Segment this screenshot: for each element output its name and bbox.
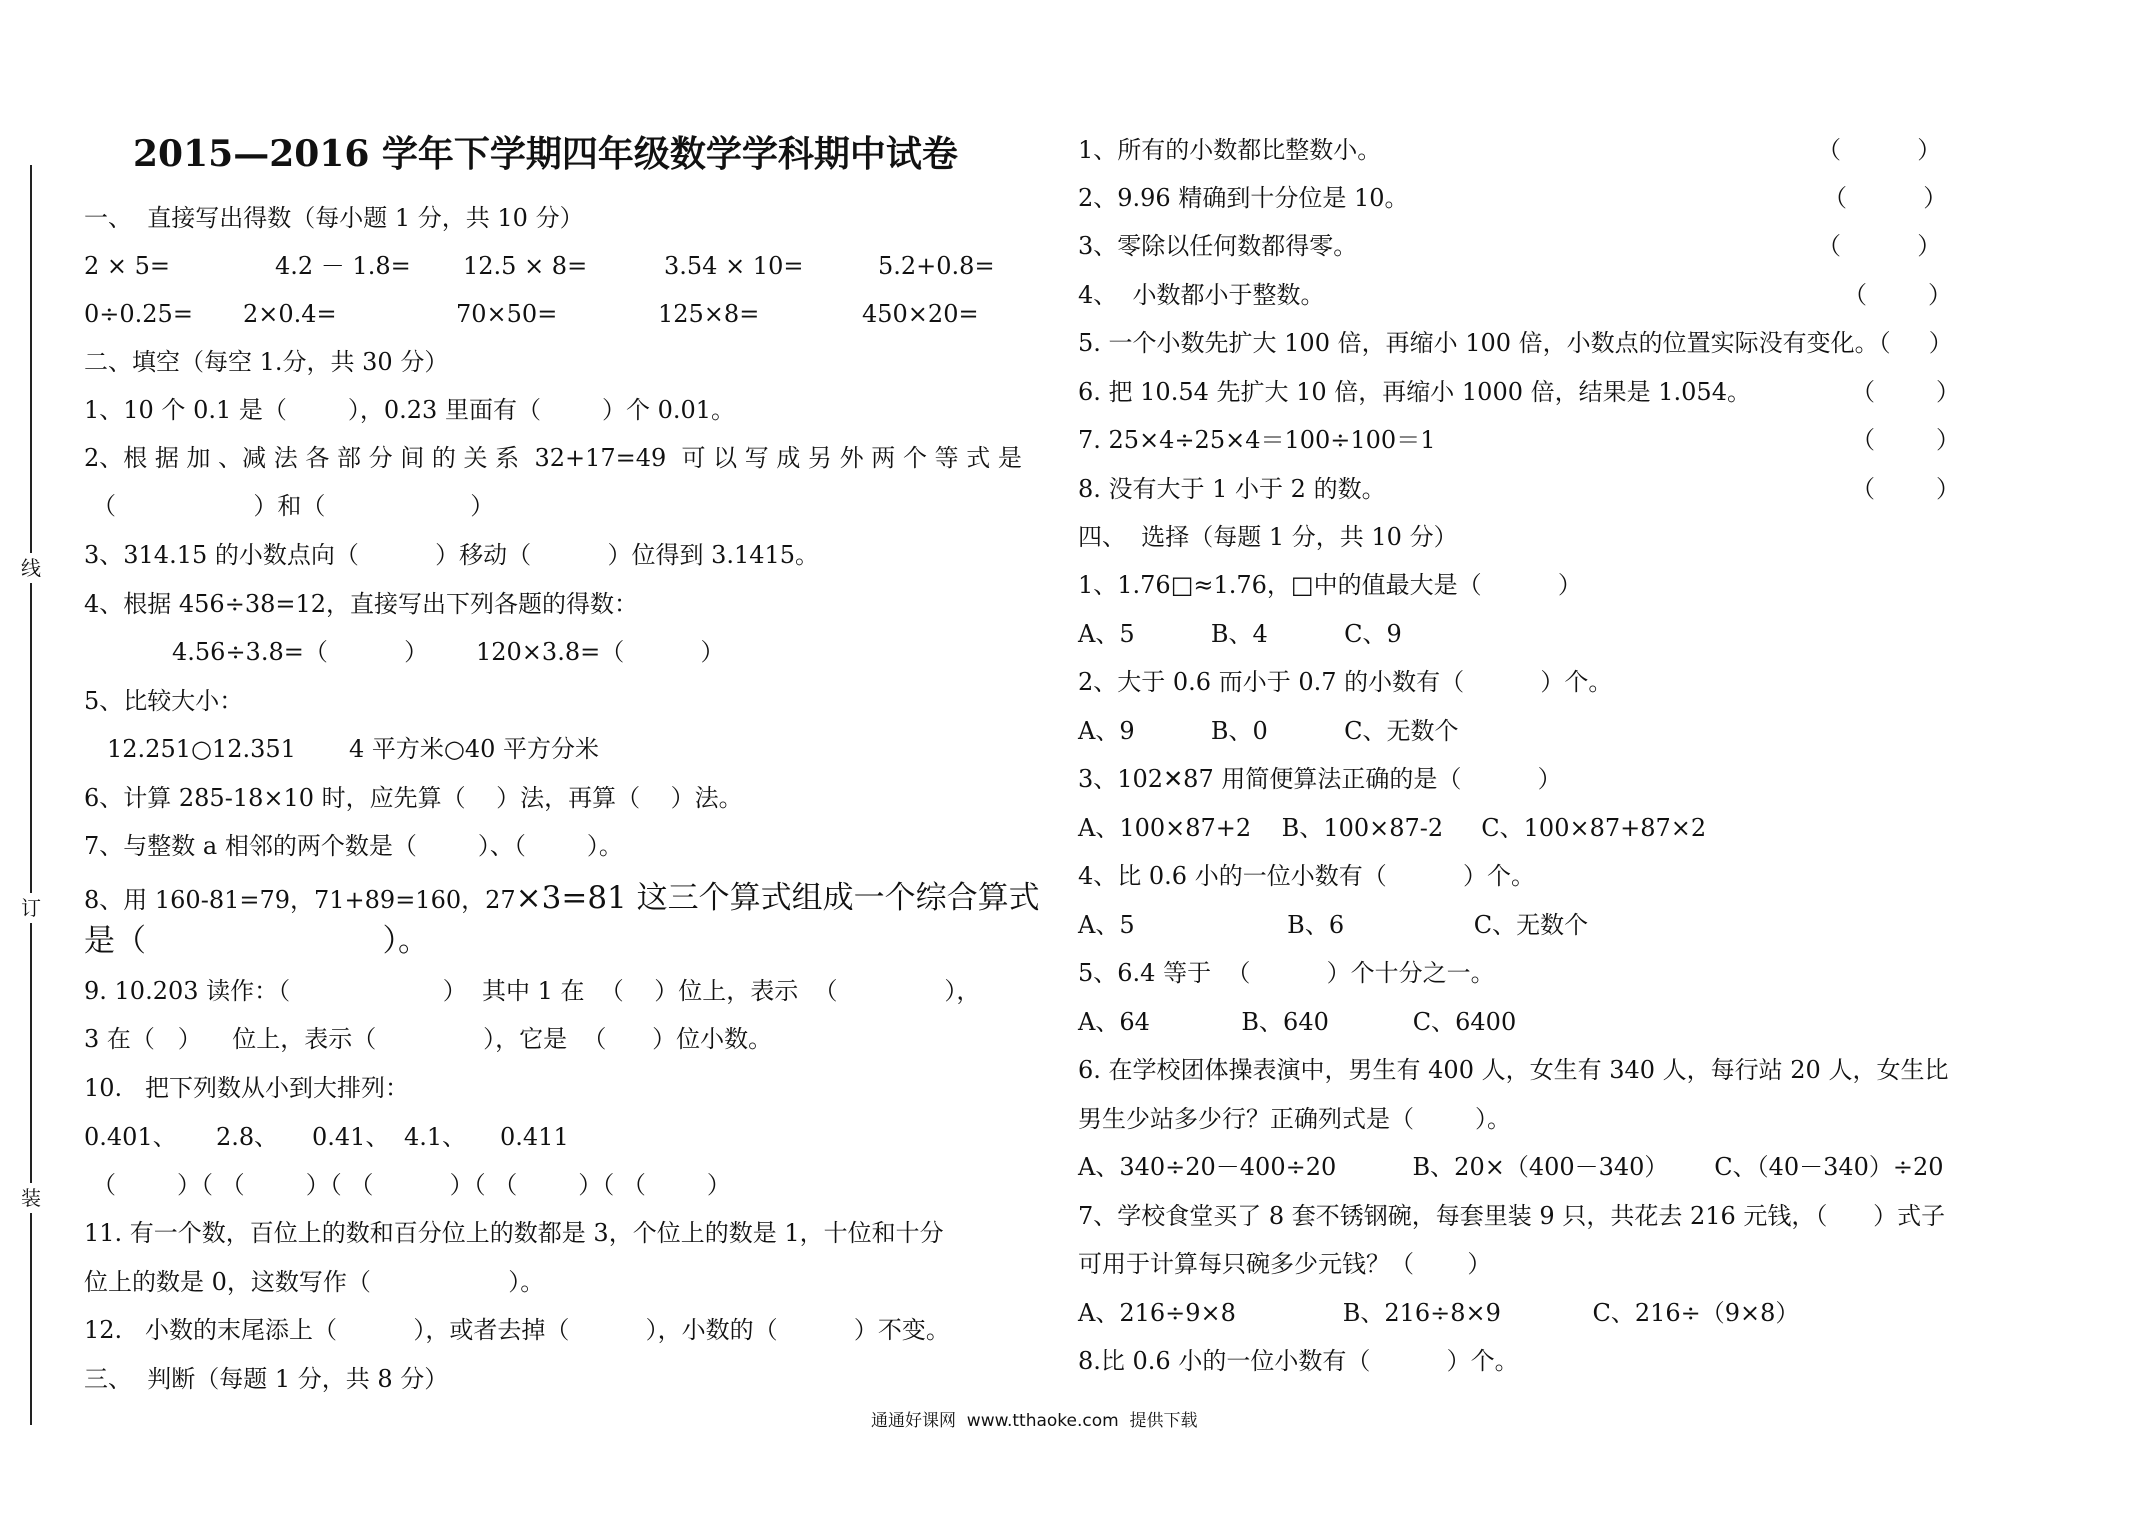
section-2-heading: 二、填空（每空 1.分，共 30 分） — [84, 348, 449, 376]
choice-4: 4、比 0.6 小的一位小数有（ ）个。 — [1078, 862, 1535, 890]
choice-6-options: A、340÷20－400÷20 B、20×（400－340） C、（40－340）÷20 — [1078, 1153, 1944, 1181]
margin-char-cut: 订 — [20, 893, 42, 923]
question-fill-8-part1: 8、用 160-81=79，71+89=160，27 — [84, 886, 516, 914]
choice-1: 1、1.76□≈1.76，□中的值最大是（ ） — [1078, 571, 1582, 599]
margin-char-line: 线 — [20, 553, 42, 583]
margin-char-bind: 装 — [20, 1183, 42, 1213]
judge-paren: （ ） — [1817, 232, 1942, 260]
question-fill-4b: 120×3.8=（ ） — [476, 638, 725, 666]
question-fill-1: 1、10 个 0.1 是（ ），0.23 里面有（ ）个 0.01。 — [84, 396, 736, 424]
judge-paren: （ ） — [1851, 475, 1961, 503]
judge-paren: （ ） — [1851, 378, 1961, 406]
exam-title: 2015—2016 学年下学期四年级数学学科期中试卷 — [133, 133, 958, 175]
choice-5-options: A、64 B、640 C、6400 — [1078, 1008, 1517, 1036]
judge-item-4: 4、 小数都小于整数。 — [1078, 281, 1325, 309]
sort-number: 0.411 — [500, 1123, 569, 1151]
choice-1-options: A、5 B、4 C、9 — [1078, 620, 1402, 648]
question-fill-8-blank: 是（ ）。 — [84, 923, 429, 959]
choice-2: 2、大于 0.6 而小于 0.7 的小数有（ ）个。 — [1078, 668, 1613, 696]
question-fill-8 — [84, 879, 1040, 917]
footer-credit: 通通好课网 www.tthaoke.com 提供下载 — [871, 1411, 1198, 1431]
binding-cut-line — [30, 165, 32, 1425]
judge-paren: （ ） — [1851, 426, 1961, 454]
sort-number: 2.8、 — [216, 1123, 279, 1151]
choice-2-options: A、9 B、0 C、无数个 — [1078, 717, 1459, 745]
sort-number: 0.401、 — [84, 1123, 177, 1151]
question-fill-5a: 12.251○12.351 — [107, 735, 296, 763]
choice-6: 6. 在学校团体操表演中，男生有 400 人，女生有 340 人，每行站 20 人，女生比 — [1078, 1056, 1949, 1084]
judge-paren: （ ） — [1843, 281, 1953, 309]
judge-item-2: 2、9.96 精确到十分位是 10。 — [1078, 184, 1409, 212]
question-fill-7: 7、与整数 a 相邻的两个数是（ ）、（ ）。 — [84, 832, 623, 860]
choice-6-cont: 男生少站多少行？正确列式是（ ）。 — [1078, 1105, 1512, 1133]
judge-item-7: 7. 25×4÷25×4＝100÷100＝1 — [1078, 426, 1436, 454]
question-fill-10: 10. 把下列数从小到大排列： — [84, 1074, 410, 1102]
question-fill-9-cont: 3 在（ ） 位上，表示（ ），它是 （ ）位小数。 — [84, 1025, 773, 1053]
question-fill-5: 5、比较大小： — [84, 687, 244, 715]
sort-number: 4.1、 — [404, 1123, 467, 1151]
calc-item: 2 × 5= — [84, 252, 171, 280]
calc-item: 3.54 × 10= — [664, 252, 804, 280]
choice-4-options: A、5 B、6 C、无数个 — [1078, 911, 1589, 939]
question-fill-9: 9. 10.203 读作：（ ） 其中 1 在 （ ）位上，表示 （ ）， — [84, 977, 981, 1005]
choice-7-cont: 可用于计算每只碗多少元钱？（ ） — [1078, 1250, 1492, 1278]
judge-item-3: 3、零除以任何数都得零。 — [1078, 232, 1358, 260]
question-fill-11: 11. 有一个数，百位上的数和百分位上的数都是 3，个位上的数是 1，十位和十分 — [84, 1219, 944, 1247]
question-fill-11-cont: 位上的数是 0，这数写作（ ）。 — [84, 1268, 545, 1296]
calc-item: 12.5 × 8= — [463, 252, 588, 280]
calc-item: 2×0.4= — [243, 300, 337, 328]
choice-8: 8.比 0.6 小的一位小数有（ ）个。 — [1078, 1347, 1519, 1375]
question-fill-3: 3、314.15 的小数点向（ ）移动（ ）位得到 3.1415。 — [84, 541, 820, 569]
calc-item: 0÷0.25= — [84, 300, 193, 328]
calc-item: 5.2+0.8= — [878, 252, 995, 280]
judge-paren: （ ） — [1823, 184, 1948, 212]
section-1-heading: 一、 直接写出得数（每小题 1 分，共 10 分） — [84, 204, 584, 232]
judge-item-5: 5. 一个小数先扩大 100 倍，再缩小 100 倍，小数点的位置实际没有变化。（ ） — [1078, 329, 1953, 357]
choice-5: 5、6.4 等于 （ ）个十分之一。 — [1078, 959, 1495, 987]
judge-item-6: 6. 把 10.54 先扩大 10 倍，再缩小 1000 倍，结果是 1.054。 — [1078, 378, 1751, 406]
question-fill-2: 2、根 据 加 、减 法 各 部 分 间 的 关 系 32+17=49 可 以 写 成 另 外 两 个 等 式 是 — [84, 444, 1022, 472]
judge-item-8: 8. 没有大于 1 小于 2 的数。 — [1078, 475, 1386, 503]
question-fill-10-blanks: （ ）（ （ ）（ （ ）（ （ ）（ （ ） — [92, 1171, 731, 1199]
calc-item: 4.2 － 1.8= — [275, 252, 411, 280]
choice-7-options: A、216÷9×8 B、216÷8×9 C、216÷（9×8） — [1078, 1299, 1800, 1327]
calc-item: 450×20= — [862, 300, 979, 328]
choice-7: 7、学校食堂买了 8 套不锈钢碗，每套里装 9 只，共花去 216 元钱，（ ）式子 — [1078, 1202, 1946, 1230]
judge-paren: （ ） — [1817, 136, 1942, 164]
question-fill-6: 6、计算 285-18×10 时，应先算（ ）法，再算（ ）法。 — [84, 784, 743, 812]
section-4-heading: 四、 选择（每题 1 分，共 10 分） — [1078, 523, 1458, 551]
calc-item: 125×8= — [658, 300, 760, 328]
section-3-heading: 三、 判断（每题 1 分，共 8 分） — [84, 1365, 449, 1393]
question-fill-4a: 4.56÷3.8=（ ） — [172, 638, 429, 666]
question-fill-2-blanks: （ ）和（ ） — [92, 492, 495, 520]
choice-3: 3、102✕87 用简便算法正确的是（ ） — [1078, 765, 1562, 793]
question-fill-4: 4、根据 456÷38=12，直接写出下列各题的得数： — [84, 590, 639, 618]
question-fill-5b: 4 平方米○40 平方分米 — [349, 735, 600, 763]
judge-item-1: 1、所有的小数都比整数小。 — [1078, 136, 1382, 164]
choice-3-options: A、100×87+2 B、100×87-2 C、100×87+87×2 — [1078, 814, 1707, 842]
calc-item: 70×50= — [456, 300, 558, 328]
question-fill-12: 12. 小数的末尾添上（ ），或者去掉（ ），小数的（ ）不变。 — [84, 1316, 950, 1344]
sort-number: 0.41、 — [312, 1123, 390, 1151]
question-fill-8-part2: ×3=81 这三个算式组成一个综合算式 — [515, 880, 1040, 916]
